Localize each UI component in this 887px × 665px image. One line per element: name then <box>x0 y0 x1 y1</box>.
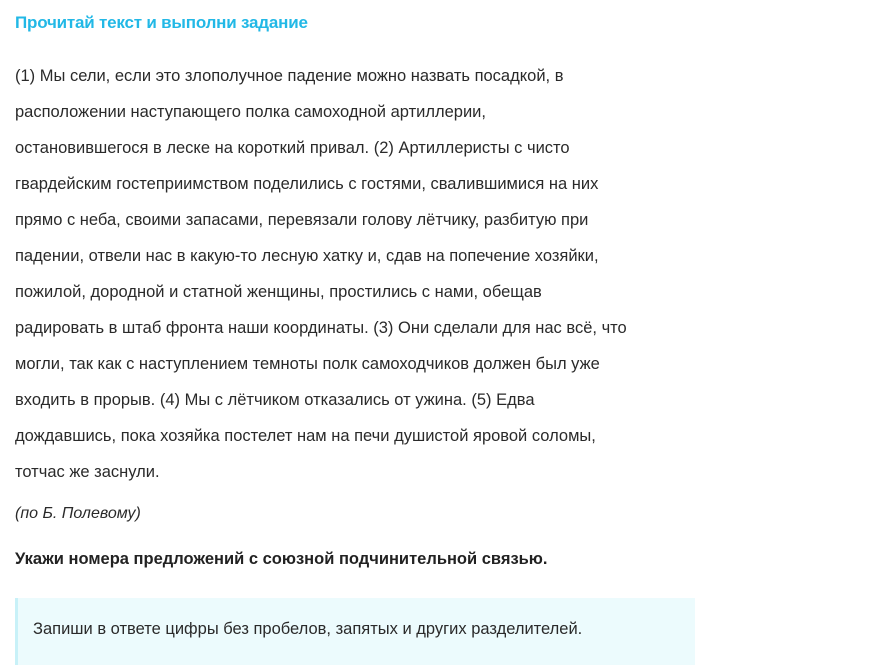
text-line: могли, так как с наступлением темноты полк самоходчиков должен был уже <box>15 355 600 373</box>
text-line: радировать в штаб фронта наши координаты. (3) Они сделали для нас всё, что <box>15 319 627 337</box>
reading-text <box>15 58 705 490</box>
author-attribution: (по Б. Полевому) <box>15 505 141 522</box>
task-question: Укажи номера предложений с союзной подчинительной связью. <box>15 550 548 568</box>
text-line: дождавшись, пока хозяйка постелет нам на печи душистой яровой соломы, <box>15 427 596 445</box>
text-line: пожилой, дородной и статной женщины, простились с нами, обещав <box>15 283 542 301</box>
text-line: прямо с неба, своими запасами, перевязали голову лётчику, разбитую при <box>15 211 589 229</box>
text-line: гвардейским гостеприимством поделились с гостями, свалившимися на них <box>15 175 599 193</box>
text-line: расположении наступающего полка самоходной артиллерии, <box>15 103 486 121</box>
text-line: падении, отвели нас в какую-то лесную хатку и, сдав на попечение хозяйки, <box>15 247 599 265</box>
hint-box <box>15 598 695 665</box>
hint-text: Запиши в ответе цифры без пробелов, запятых и других разделителей. <box>33 620 583 638</box>
text-line: тотчас же заснули. <box>15 463 160 481</box>
task-title: Прочитай текст и выполни задание <box>15 13 308 32</box>
text-line: (1) Мы сели, если это злополучное падение можно назвать посадкой, в <box>15 67 564 85</box>
text-line: входить в прорыв. (4) Мы с лётчиком отказались от ужина. (5) Едва <box>15 391 535 409</box>
text-line: остановившегося в леске на короткий привал. (2) Артиллеристы с чисто <box>15 139 570 157</box>
